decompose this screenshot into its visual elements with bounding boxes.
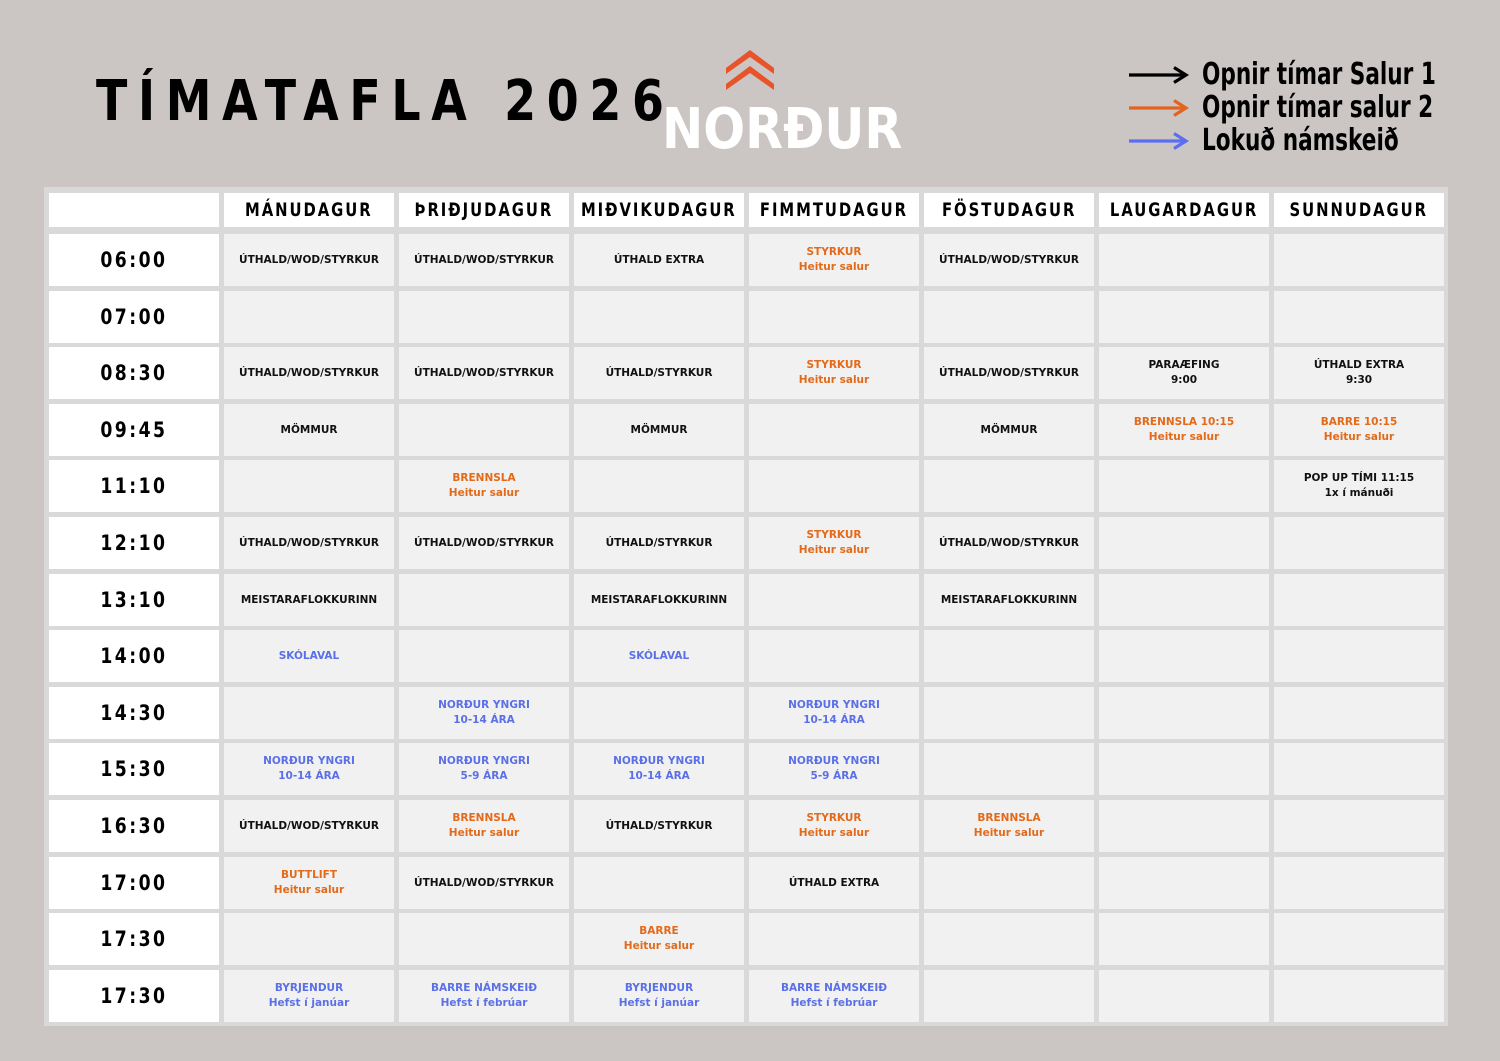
legend-item [1128, 124, 1488, 157]
class-slot [924, 574, 1094, 626]
nordur-logo [650, 48, 903, 163]
class-slot [1099, 517, 1269, 569]
class-name: ÚTHALD/WOD/STYRKUR [414, 253, 554, 266]
time-cell [49, 630, 219, 682]
class-slot [1099, 743, 1269, 795]
class-name: ÚTHALD/WOD/STYRKUR [414, 536, 554, 549]
class-name: NORÐUR YNGRI [613, 755, 705, 768]
class-slot [1099, 970, 1269, 1022]
day-header [749, 193, 919, 227]
time-label: 14:30 [100, 700, 168, 725]
class-slot [399, 234, 569, 286]
class-slot [749, 743, 919, 795]
arrow-right-icon [1128, 132, 1190, 150]
class-detail: 1x í mánuði [1324, 486, 1394, 499]
class-name: BYRJENDUR [274, 982, 344, 995]
class-slot [749, 517, 919, 569]
class-slot [749, 234, 919, 286]
day-header-label: MIÐVIKUDAGUR [581, 199, 737, 221]
class-detail: Heitur salur [798, 543, 870, 556]
class-slot [1274, 630, 1444, 682]
class-detail: Heitur salur [448, 826, 520, 839]
time-cell [49, 517, 219, 569]
class-name: STYRKUR [806, 812, 862, 825]
time-cell [49, 574, 219, 626]
class-name: BARRE 10:15 [1320, 416, 1398, 429]
time-label: 16:30 [100, 813, 168, 838]
class-detail: 10-14 ÁRA [628, 769, 690, 782]
class-slot [749, 970, 919, 1022]
class-slot [1274, 687, 1444, 739]
class-slot [1099, 857, 1269, 909]
class-slot [1099, 291, 1269, 343]
class-slot [224, 460, 394, 512]
class-slot [749, 630, 919, 682]
class-slot [399, 743, 569, 795]
class-name: ÚTHALD/STYRKUR [605, 536, 713, 549]
time-label: 06:00 [100, 247, 168, 272]
class-detail: Heitur salur [798, 260, 870, 273]
time-label: 17:30 [100, 983, 168, 1008]
class-slot [399, 687, 569, 739]
class-name: BRENNSLA [452, 812, 516, 825]
class-slot [1274, 291, 1444, 343]
class-detail: Heitur salur [798, 826, 870, 839]
class-slot [924, 800, 1094, 852]
class-name: BUTTLIFT [280, 869, 338, 882]
day-header-label: ÞRIÐJUDAGUR [414, 199, 554, 221]
class-name: MÖMMUR [630, 423, 688, 436]
class-detail: 10-14 ÁRA [803, 713, 865, 726]
class-detail: Hefst í janúar [618, 996, 700, 1009]
class-slot [749, 291, 919, 343]
class-slot [1274, 913, 1444, 965]
class-name: NORÐUR YNGRI [438, 755, 530, 768]
day-header-label: LAUGARDAGUR [1109, 199, 1259, 221]
class-slot [574, 347, 744, 399]
logo-wordmark: NORÐUR [662, 97, 903, 162]
class-slot [924, 404, 1094, 456]
class-detail: Heitur salur [273, 883, 345, 896]
class-detail: Heitur salur [973, 826, 1045, 839]
day-header-label: MÁNUDAGUR [245, 199, 373, 221]
class-detail: Heitur salur [1323, 430, 1395, 443]
class-slot [1099, 630, 1269, 682]
day-header [224, 193, 394, 227]
class-name: MEISTARAFLOKKURINN [240, 593, 378, 606]
class-slot [924, 234, 1094, 286]
class-name: STYRKUR [806, 246, 862, 259]
class-slot [399, 630, 569, 682]
class-name: NORÐUR YNGRI [788, 755, 880, 768]
class-slot [1274, 517, 1444, 569]
class-slot [574, 404, 744, 456]
time-cell [49, 800, 219, 852]
class-slot [749, 404, 919, 456]
class-slot [224, 743, 394, 795]
legend-item [1128, 91, 1488, 124]
class-slot [399, 291, 569, 343]
class-slot [224, 913, 394, 965]
class-name: STYRKUR [806, 529, 862, 542]
class-detail: Heitur salur [798, 373, 870, 386]
class-name: ÚTHALD EXTRA [613, 253, 705, 266]
class-name: NORÐUR YNGRI [788, 699, 880, 712]
class-slot [924, 517, 1094, 569]
class-slot [1099, 234, 1269, 286]
class-slot [399, 857, 569, 909]
class-detail: Hefst í febrúar [440, 996, 528, 1009]
class-slot [924, 857, 1094, 909]
time-cell [49, 743, 219, 795]
class-name: NORÐUR YNGRI [438, 699, 530, 712]
schedule-grid [44, 187, 1448, 1026]
class-detail: Heitur salur [623, 939, 695, 952]
class-name: PARAÆFING [1148, 359, 1220, 372]
class-name: ÚTHALD/WOD/STYRKUR [239, 536, 379, 549]
time-label: 13:10 [100, 587, 168, 612]
class-slot [574, 574, 744, 626]
class-slot [749, 857, 919, 909]
class-slot [574, 460, 744, 512]
class-slot [224, 404, 394, 456]
time-label: 17:30 [100, 926, 168, 951]
class-name: MEISTARAFLOKKURINN [940, 593, 1078, 606]
legend-label: Opnir tímar salur 2 [1202, 90, 1434, 125]
class-detail: 10-14 ÁRA [278, 769, 340, 782]
time-cell [49, 913, 219, 965]
class-slot [574, 517, 744, 569]
legend-label: Opnir tímar Salur 1 [1202, 57, 1436, 92]
class-name: BRENNSLA 10:15 [1133, 416, 1235, 429]
class-slot [399, 800, 569, 852]
time-label: 08:30 [100, 360, 168, 385]
time-label: 17:00 [100, 870, 168, 895]
class-name: NORÐUR YNGRI [263, 755, 355, 768]
class-slot [224, 574, 394, 626]
class-slot [574, 857, 744, 909]
class-slot [1274, 800, 1444, 852]
class-name: ÚTHALD/WOD/STYRKUR [939, 536, 1079, 549]
day-header-label: FÖSTUDAGUR [941, 199, 1077, 221]
class-slot [924, 970, 1094, 1022]
day-header [924, 193, 1094, 227]
class-slot [224, 970, 394, 1022]
time-cell [49, 291, 219, 343]
day-header [399, 193, 569, 227]
class-slot [224, 291, 394, 343]
time-cell [49, 460, 219, 512]
class-name: ÚTHALD/WOD/STYRKUR [239, 366, 379, 379]
class-name: ÚTHALD/WOD/STYRKUR [414, 876, 554, 889]
class-detail: Heitur salur [1148, 430, 1220, 443]
class-name: ÚTHALD/STYRKUR [605, 819, 713, 832]
class-slot [224, 517, 394, 569]
day-header [574, 193, 744, 227]
class-slot [924, 630, 1094, 682]
class-slot [924, 291, 1094, 343]
class-detail: 5-9 ÁRA [460, 769, 508, 782]
class-slot [574, 291, 744, 343]
class-name: ÚTHALD/WOD/STYRKUR [239, 819, 379, 832]
class-slot [224, 857, 394, 909]
day-header-label: FIMMTUDAGUR [759, 199, 909, 221]
chevron-up-logo-icon [720, 48, 780, 90]
class-name: STYRKUR [806, 359, 862, 372]
class-name: ÚTHALD/WOD/STYRKUR [939, 253, 1079, 266]
arrow-right-icon [1128, 99, 1190, 117]
class-detail: 10-14 ÁRA [453, 713, 515, 726]
class-slot [1099, 687, 1269, 739]
class-name: BRENNSLA [452, 472, 516, 485]
class-slot [399, 970, 569, 1022]
class-name: ÚTHALD/WOD/STYRKUR [414, 366, 554, 379]
class-slot [574, 743, 744, 795]
class-slot [1274, 347, 1444, 399]
class-name: BYRJENDUR [624, 982, 694, 995]
class-detail: 5-9 ÁRA [810, 769, 858, 782]
class-slot [224, 234, 394, 286]
class-slot [574, 800, 744, 852]
class-detail: Heitur salur [448, 486, 520, 499]
class-name: MÖMMUR [980, 423, 1038, 436]
arrow-right-icon [1128, 66, 1190, 84]
legend [1128, 58, 1488, 157]
header-corner-cell [49, 193, 219, 227]
time-cell [49, 234, 219, 286]
class-name: BARRE [639, 925, 679, 938]
class-slot [399, 460, 569, 512]
class-slot [924, 743, 1094, 795]
class-name: BARRE NÁMSKEIÐ [430, 982, 538, 995]
class-slot [1099, 460, 1269, 512]
class-slot [399, 347, 569, 399]
time-label: 07:00 [100, 304, 168, 329]
class-slot [924, 913, 1094, 965]
class-detail: 9:00 [1170, 373, 1198, 386]
class-slot [749, 687, 919, 739]
class-slot [574, 970, 744, 1022]
class-name: ÚTHALD EXTRA [788, 876, 880, 889]
time-cell [49, 687, 219, 739]
class-name: MEISTARAFLOKKURINN [590, 593, 728, 606]
page-title: TÍMATAFLA 2026 [96, 69, 675, 134]
class-name: POP UP TÍMI 11:15 [1303, 472, 1415, 485]
class-slot [924, 687, 1094, 739]
class-slot [749, 460, 919, 512]
legend-item [1128, 58, 1488, 91]
class-detail: 9:30 [1345, 373, 1373, 386]
time-label: 09:45 [100, 417, 168, 442]
class-slot [224, 347, 394, 399]
time-label: 14:00 [100, 643, 168, 668]
class-slot [1274, 970, 1444, 1022]
legend-label: Lokuð námskeið [1202, 123, 1399, 158]
time-cell [49, 347, 219, 399]
day-header [1274, 193, 1444, 227]
class-detail: Hefst í janúar [268, 996, 350, 1009]
class-name: ÚTHALD/STYRKUR [605, 366, 713, 379]
class-slot [749, 347, 919, 399]
class-slot [224, 687, 394, 739]
class-name: SKÓLAVAL [628, 649, 690, 662]
class-slot [749, 913, 919, 965]
class-slot [1099, 800, 1269, 852]
class-name: BARRE NÁMSKEIÐ [780, 982, 888, 995]
class-name: ÚTHALD/WOD/STYRKUR [939, 366, 1079, 379]
class-name: SKÓLAVAL [278, 649, 340, 662]
class-slot [924, 460, 1094, 512]
class-slot [574, 630, 744, 682]
class-slot [1274, 404, 1444, 456]
day-header [1099, 193, 1269, 227]
class-slot [749, 800, 919, 852]
class-slot [574, 687, 744, 739]
class-slot [749, 574, 919, 626]
day-header-label: SUNNUDAGUR [1289, 199, 1429, 221]
class-slot [924, 347, 1094, 399]
class-slot [1274, 234, 1444, 286]
class-slot [224, 800, 394, 852]
time-label: 12:10 [100, 530, 168, 555]
class-slot [399, 913, 569, 965]
class-slot [1099, 574, 1269, 626]
class-slot [399, 517, 569, 569]
class-name: BRENNSLA [977, 812, 1041, 825]
time-cell [49, 857, 219, 909]
class-slot [1099, 404, 1269, 456]
time-label: 15:30 [100, 756, 168, 781]
class-slot [1274, 743, 1444, 795]
time-label: 11:10 [100, 473, 168, 498]
class-slot [1099, 347, 1269, 399]
class-slot [1274, 460, 1444, 512]
class-slot [399, 574, 569, 626]
class-slot [574, 913, 744, 965]
time-cell [49, 970, 219, 1022]
class-detail: Hefst í febrúar [790, 996, 878, 1009]
class-name: ÚTHALD EXTRA [1313, 359, 1405, 372]
class-slot [1099, 913, 1269, 965]
class-slot [1274, 574, 1444, 626]
class-slot [224, 630, 394, 682]
time-cell [49, 404, 219, 456]
class-slot [1274, 857, 1444, 909]
class-name: MÖMMUR [280, 423, 338, 436]
class-name: ÚTHALD/WOD/STYRKUR [239, 253, 379, 266]
class-slot [574, 234, 744, 286]
class-slot [399, 404, 569, 456]
